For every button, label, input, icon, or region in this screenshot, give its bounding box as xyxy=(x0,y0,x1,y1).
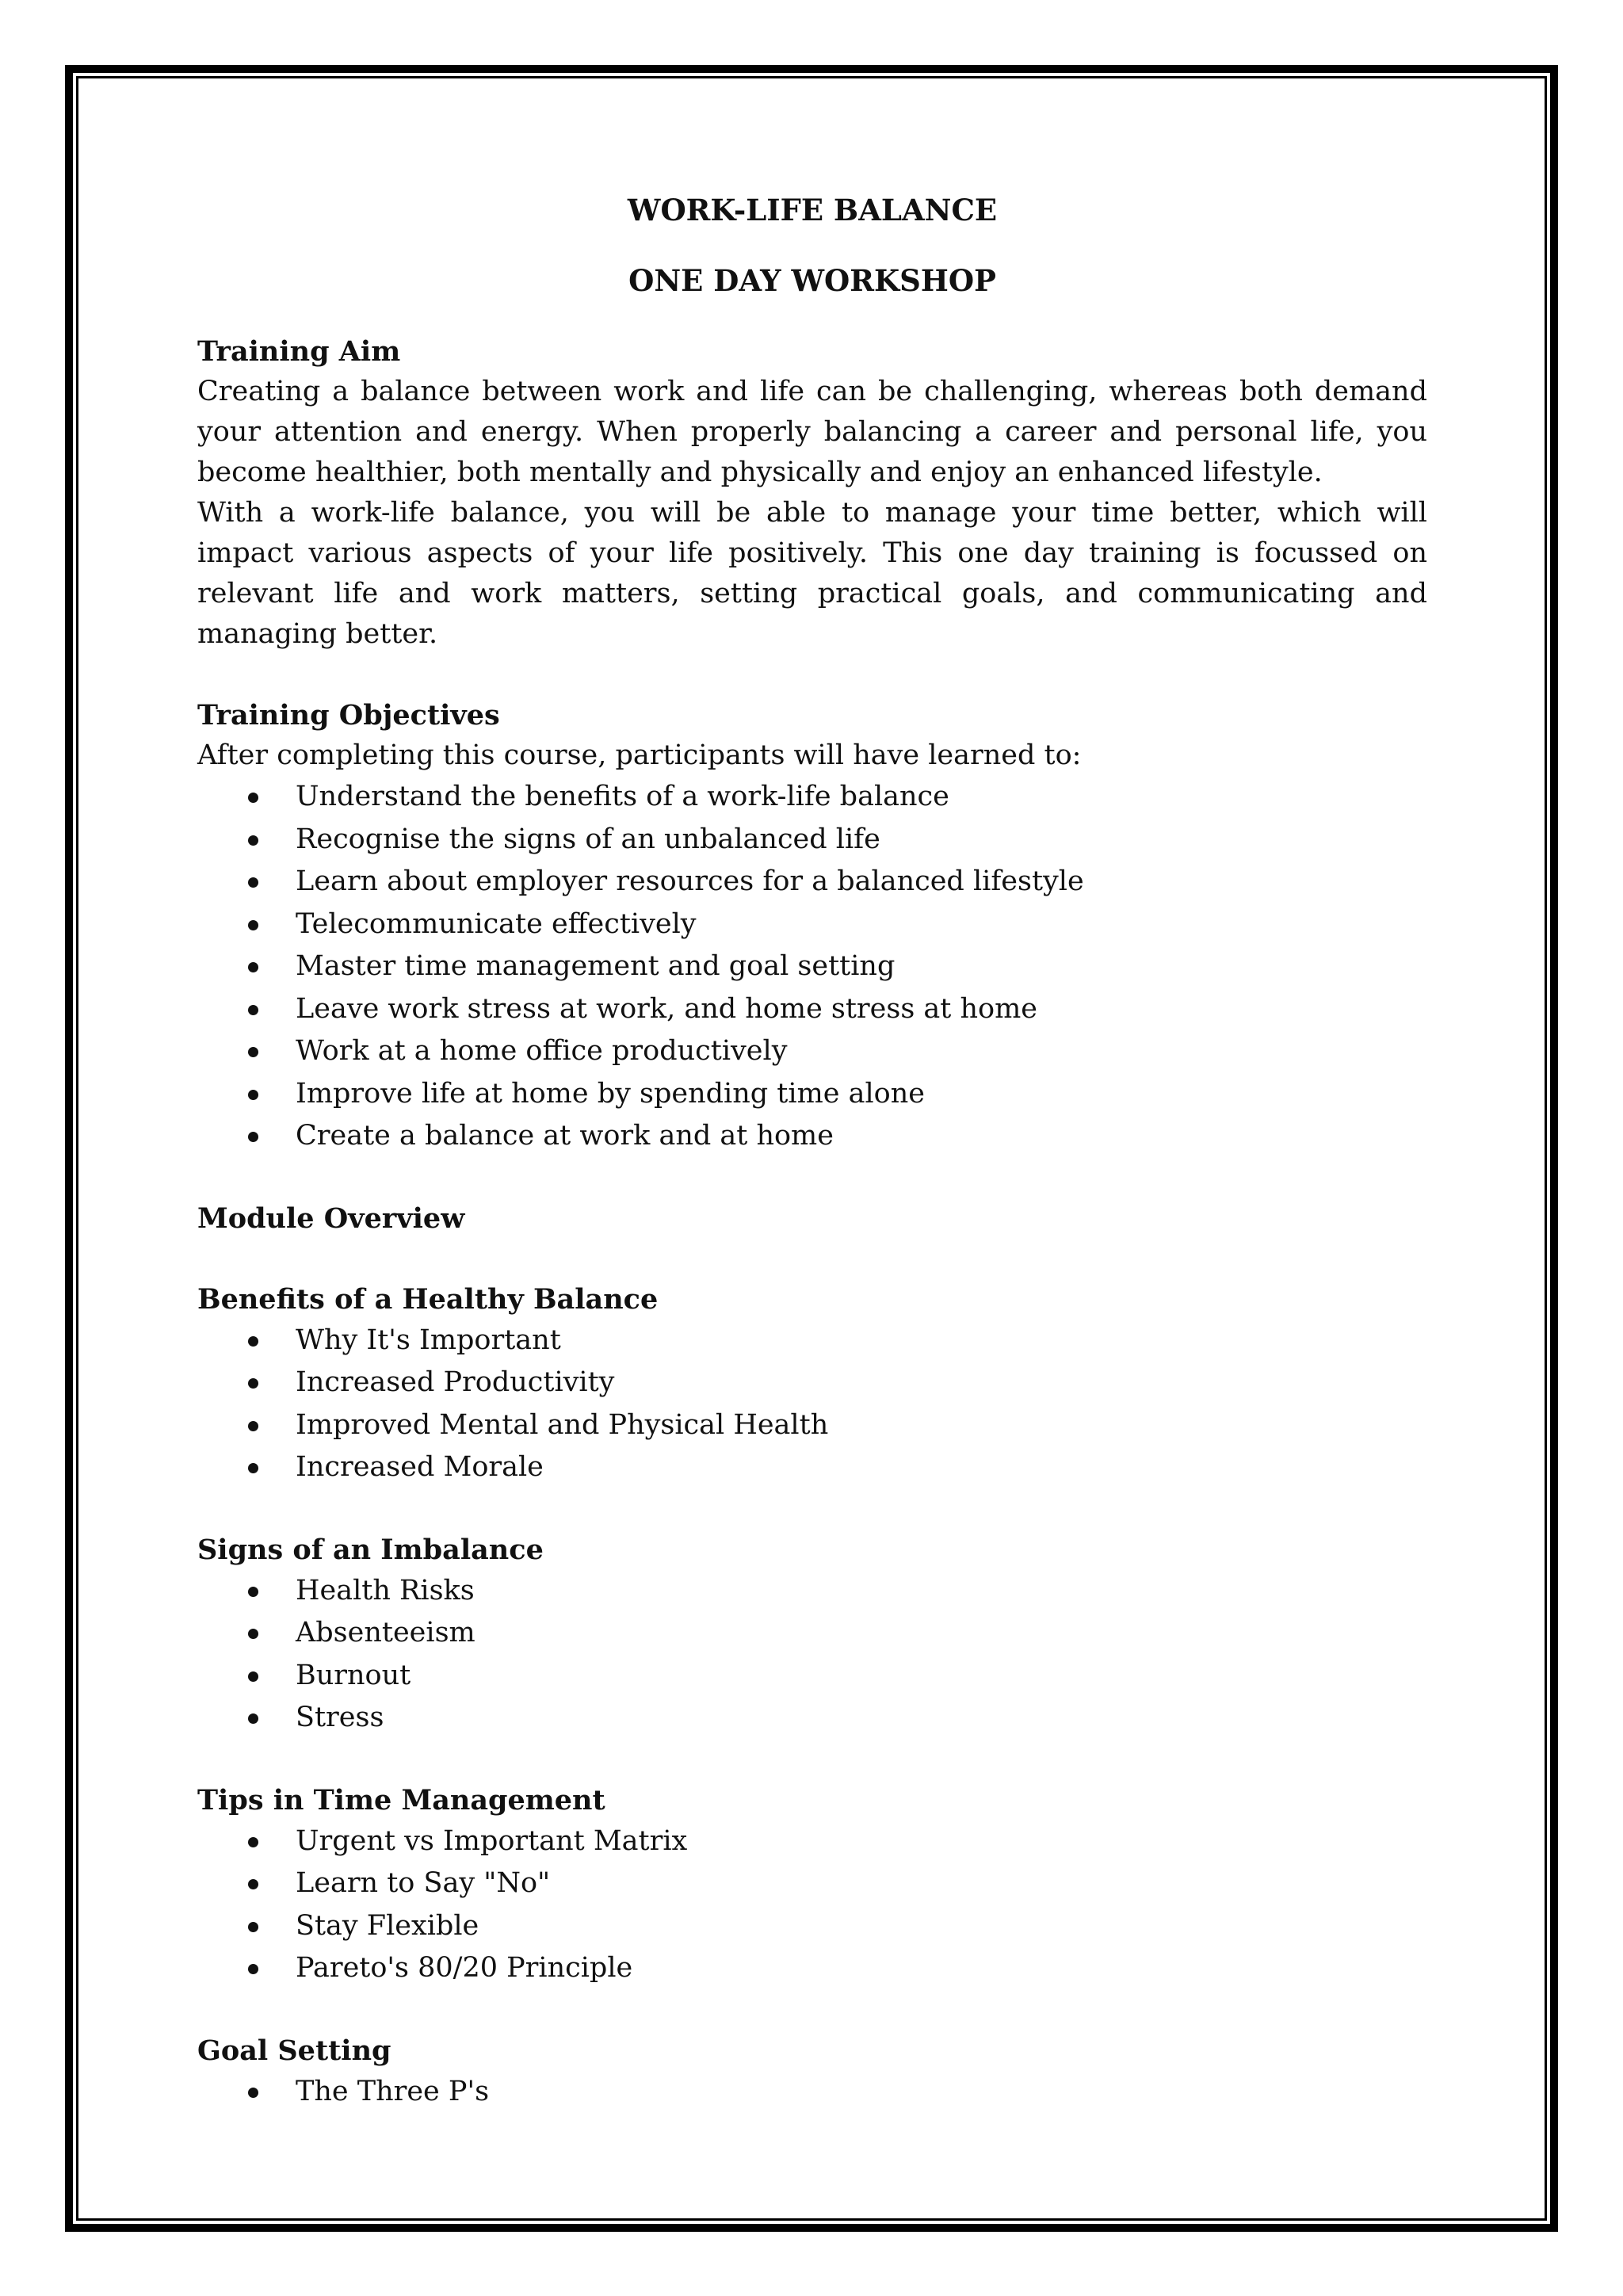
module-list xyxy=(197,1820,1427,1990)
module-list xyxy=(197,1570,1427,1740)
module-list xyxy=(197,2071,1427,2114)
bullet-icon xyxy=(248,1629,258,1639)
module-section xyxy=(197,1530,1427,1740)
module-section xyxy=(197,2030,1427,2114)
training-aim-heading: Training Aim xyxy=(197,335,401,368)
bullet-icon xyxy=(248,962,258,972)
list-item: Telecommunicate effectively xyxy=(197,904,1427,946)
training-objectives-section xyxy=(197,695,1427,1158)
training-aim-section xyxy=(197,331,1427,655)
bullet-icon xyxy=(248,1713,258,1724)
bullet-icon xyxy=(248,2088,258,2098)
module-heading: Tips in Time Management xyxy=(197,1783,605,1817)
list-item: Recognise the signs of an unbalanced life xyxy=(197,819,1427,861)
bullet-icon xyxy=(248,793,258,803)
bullet-icon xyxy=(248,1378,258,1389)
training-objectives-heading: Training Objectives xyxy=(197,699,500,732)
list-item: Increased Productivity xyxy=(197,1362,1427,1404)
list-item: Pareto's 80/20 Principle xyxy=(197,1947,1427,1990)
module-section xyxy=(197,1279,1427,1489)
bullet-icon xyxy=(248,1090,258,1100)
list-item: Learn about employer resources for a balanced lifestyle xyxy=(197,861,1427,904)
list-item: Burnout xyxy=(197,1655,1427,1698)
bullet-icon xyxy=(248,1837,258,1847)
bullet-icon xyxy=(248,1336,258,1347)
bullet-icon xyxy=(248,1005,258,1015)
module-heading: Signs of an Imbalance xyxy=(197,1533,544,1566)
bullet-icon xyxy=(248,1047,258,1057)
bullet-icon xyxy=(248,1964,258,1974)
list-item: Health Risks xyxy=(197,1570,1427,1613)
document-title: WORK-LIFE BALANCE xyxy=(627,193,998,227)
module-heading: Goal Setting xyxy=(197,2034,391,2067)
list-item: Understand the benefits of a work-life balance xyxy=(197,776,1427,819)
list-item: Urgent vs Important Matrix xyxy=(197,1820,1427,1863)
list-item: Create a balance at work and at home xyxy=(197,1115,1427,1158)
bullet-icon xyxy=(248,835,258,846)
module-overview-heading: Module Overview xyxy=(197,1201,465,1235)
module-heading: Benefits of a Healthy Balance xyxy=(197,1282,659,1316)
list-item: Why It's Important xyxy=(197,1320,1427,1362)
list-item: Improve life at home by spending time alone xyxy=(197,1073,1427,1116)
list-item: Improved Mental and Physical Health xyxy=(197,1404,1427,1447)
training-objectives-intro: After completing this course, participants will have learned to: xyxy=(197,739,1082,771)
list-item: Learn to Say "No" xyxy=(197,1862,1427,1905)
list-item: Work at a home office productively xyxy=(197,1030,1427,1073)
bullet-icon xyxy=(248,1132,258,1142)
list-item: The Three P's xyxy=(197,2071,1427,2114)
document-body xyxy=(197,190,1427,2113)
list-item: Increased Morale xyxy=(197,1446,1427,1489)
bullet-icon xyxy=(248,1463,258,1473)
training-aim-paragraph: Creating a balance between work and life can be challenging, whereas both demand your attention and energy. When properly balancing a career and personal life, you become healthier, both mentally and physically and enjoy an enhanced lifestyle. xyxy=(197,376,1427,488)
list-item: Stay Flexible xyxy=(197,1905,1427,1948)
bullet-icon xyxy=(248,1879,258,1889)
list-item: Leave work stress at work, and home stress at home xyxy=(197,988,1427,1031)
module-list xyxy=(197,1320,1427,1489)
list-item: Master time management and goal setting xyxy=(197,946,1427,988)
objectives-list xyxy=(197,776,1427,1158)
bullet-icon xyxy=(248,1587,258,1597)
document-subtitle: ONE DAY WORKSHOP xyxy=(628,263,996,298)
bullet-icon xyxy=(248,877,258,888)
list-item: Absenteeism xyxy=(197,1612,1427,1655)
bullet-icon xyxy=(248,1671,258,1682)
module-section xyxy=(197,1780,1427,1990)
bullet-icon xyxy=(248,1922,258,1932)
bullet-icon xyxy=(248,1421,258,1431)
training-aim-paragraph: With a work-life balance, you will be able to manage your time better, which will impact various aspects of your life positively. This one day training is focussed on relevant life and work matters, setting practical goals, and communicating and managing better. xyxy=(197,497,1427,650)
list-item: Stress xyxy=(197,1697,1427,1740)
bullet-icon xyxy=(248,920,258,930)
